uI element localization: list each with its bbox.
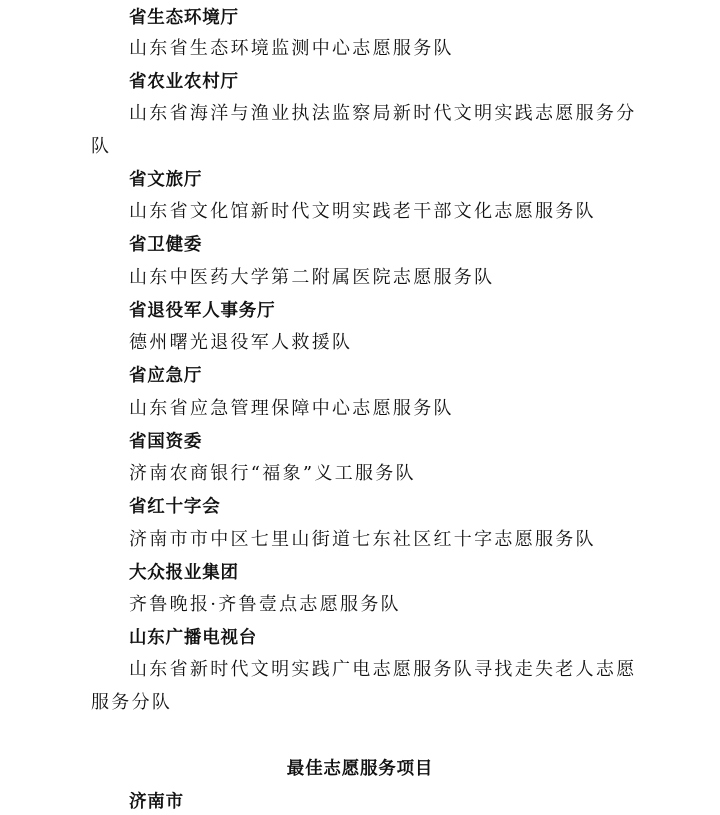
org-heading: 省生态环境厅 bbox=[129, 8, 239, 28]
org-heading: 省红十字会 bbox=[129, 497, 221, 517]
org-heading: 省卫健委 bbox=[129, 235, 203, 255]
org-heading: 省应急厅 bbox=[129, 366, 203, 386]
org-entry: 山东省新时代文明实践广电志愿服务队寻找走失老人志愿 bbox=[129, 659, 637, 680]
section-title: 最佳志愿服务项目 bbox=[286, 759, 434, 779]
org-entry: 齐鲁晚报·齐鲁壹点志愿服务队 bbox=[129, 594, 401, 615]
org-entry: 山东省应急管理保障中心志愿服务队 bbox=[129, 398, 454, 419]
org-entry-continuation: 队 bbox=[91, 136, 112, 157]
org-entry: 山东省生态环境监测中心志愿服务队 bbox=[129, 38, 454, 59]
city-heading: 济南市 bbox=[129, 792, 184, 812]
org-entry: 济南市市中区七里山街道七东社区红十字志愿服务队 bbox=[129, 529, 596, 550]
org-heading: 省农业农村厅 bbox=[129, 72, 239, 92]
org-entry-continuation: 服务分队 bbox=[91, 692, 173, 713]
org-entry: 德州曙光退役军人救援队 bbox=[129, 332, 353, 353]
org-heading: 山东广播电视台 bbox=[129, 628, 258, 648]
org-entry: 济南农商银行“福象”义工服务队 bbox=[129, 463, 416, 484]
org-entry: 山东省文化馆新时代文明实践老干部文化志愿服务队 bbox=[129, 201, 596, 222]
org-entry: 山东省海洋与渔业执法监察局新时代文明实践志愿服务分 bbox=[129, 103, 637, 124]
org-heading: 省文旅厅 bbox=[129, 170, 203, 190]
org-heading: 省退役军人事务厅 bbox=[129, 301, 276, 321]
org-heading: 大众报业集团 bbox=[129, 563, 239, 583]
org-entry: 山东中医药大学第二附属医院志愿服务队 bbox=[129, 267, 495, 288]
org-heading: 省国资委 bbox=[129, 432, 203, 452]
